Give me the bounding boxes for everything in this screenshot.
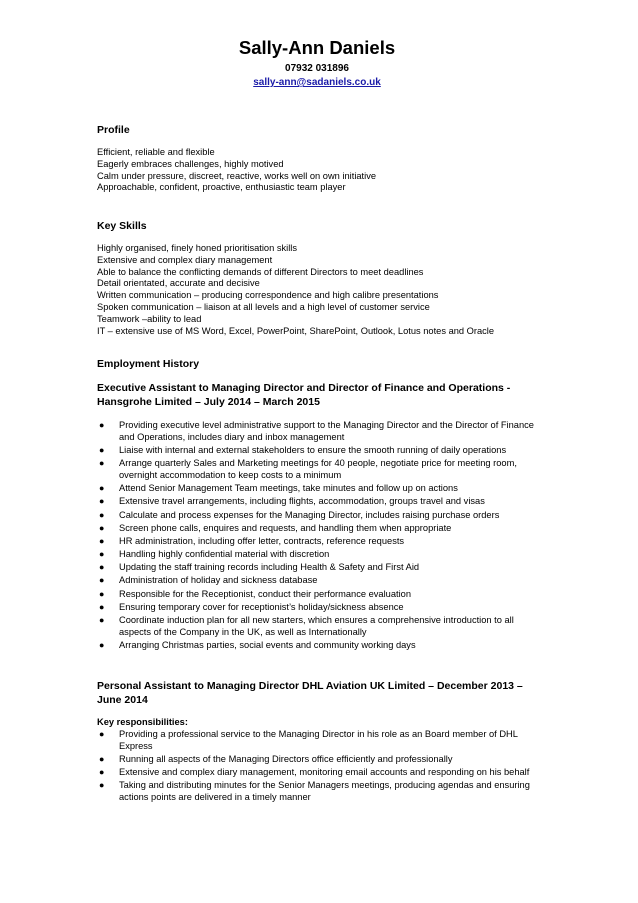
list-item	[97, 510, 543, 522]
bullet-icon: ●	[99, 522, 105, 533]
bullet-icon: ●	[99, 601, 105, 612]
bullet-icon: ●	[99, 535, 105, 546]
bullet-text: Arranging Christmas parties, social events and community working days	[119, 640, 416, 651]
bullet-icon: ●	[99, 767, 105, 778]
bullet-icon: ●	[99, 549, 105, 560]
skill-line: Able to balance the conflicting demands of different Directors to meet deadlines	[97, 266, 424, 277]
list-item	[97, 767, 543, 779]
bullet-text: Liaise with internal and external stakeholders to ensure the smooth running of daily operations	[119, 444, 507, 455]
bullet-icon: ●	[99, 562, 105, 573]
employment-heading: Employment History	[97, 358, 200, 370]
job-title: Personal Assistant to Managing Director DHL Aviation UK Limited – December 2013 – June 2014	[97, 680, 523, 706]
bullet-text: Providing a professional service to the Managing Director in his role as an Board member of DHL Express	[119, 729, 518, 751]
list-item	[97, 445, 543, 457]
bullet-text: Providing executive level administrative support to the Managing Director and the Director of Finance and Operations, includes diary and inbox management	[119, 420, 534, 442]
list-item	[97, 549, 543, 561]
bullet-text: Administration of holiday and sickness database	[119, 575, 318, 586]
profile-line: Eagerly embraces challenges, highly motived	[97, 158, 284, 169]
skill-line: Spoken communication – liaison at all levels and a high level of customer service	[97, 301, 430, 312]
list-item	[97, 483, 543, 495]
bullet-icon: ●	[99, 729, 105, 739]
bullet-text: Taking and distributing minutes for the Senior Managers meetings, producing agendas and ensuring actions points are delivered in a timely manner	[119, 780, 530, 803]
job-bullet-list	[97, 729, 543, 805]
skills-heading: Key Skills	[97, 220, 147, 232]
profile-list	[97, 147, 376, 194]
job-bullet-list	[97, 420, 543, 653]
bullet-text: Attend Senior Management Team meetings, take minutes and follow up on actions	[119, 483, 458, 494]
bullet-text: Updating the staff training records including Health & Safety and First Aid	[119, 562, 420, 573]
list-item	[97, 562, 543, 574]
list-item	[97, 780, 543, 804]
list-item	[97, 615, 543, 639]
bullet-text: Extensive and complex diary management, monitoring email accounts and responding on his behalf	[119, 767, 530, 778]
skill-line: Detail orientated, accurate and decisive	[97, 278, 260, 289]
bullet-icon: ●	[99, 780, 105, 791]
list-item	[97, 458, 543, 482]
bullet-text: Arrange quarterly Sales and Marketing meetings for 40 people, negotiate price for meeting room, overnight accommodation to keep costs to a minimum	[119, 458, 517, 480]
email-link[interactable]: sally-ann@sadaniels.co.uk	[253, 77, 381, 88]
bullet-icon: ●	[99, 483, 105, 494]
candidate-name: Sally-Ann Daniels	[238, 37, 396, 58]
list-item	[97, 575, 543, 587]
skill-line: Teamwork –ability to lead	[97, 313, 202, 324]
list-item	[97, 589, 543, 601]
list-item	[97, 754, 543, 766]
bullet-icon: ●	[99, 640, 105, 651]
bullet-icon: ●	[99, 753, 105, 764]
skill-line: IT – extensive use of MS Word, Excel, PowerPoint, SharePoint, Outlook, Lotus notes and Oracle	[97, 325, 495, 336]
bullet-text: Coordinate induction plan for all new starters, which ensures a comprehensive introduction to all aspects of the Company in the UK, as well as Internationally	[119, 615, 514, 637]
list-item	[97, 729, 543, 753]
profile-line: Approachable, confident, proactive, enthusiastic team player	[97, 182, 346, 193]
key-responsibilities-label: Key responsibilities:	[97, 717, 188, 727]
bullet-text: Handling highly confidential material with discretion	[119, 549, 330, 560]
list-item	[97, 523, 543, 535]
bullet-icon: ●	[99, 615, 105, 626]
bullet-text: Running all aspects of the Managing Directors office efficiently and professionally	[119, 753, 453, 764]
bullet-icon: ●	[99, 420, 105, 430]
bullet-icon: ●	[99, 588, 105, 599]
list-item	[97, 496, 543, 508]
job-title: Executive Assistant to Managing Director and Director of Finance and Operations - Hansgrohe Limited – July 2014 – March 2015	[97, 382, 511, 408]
bullet-text: Screen phone calls, enquires and requests, and handling them when appropriate	[119, 522, 452, 533]
list-item	[97, 640, 543, 652]
bullet-icon: ●	[99, 458, 105, 469]
bullet-text: Extensive travel arrangements, including flights, accommodation, groups travel and visas	[119, 496, 485, 507]
bullet-icon: ●	[99, 444, 105, 455]
list-item	[97, 536, 543, 548]
bullet-icon: ●	[99, 496, 105, 507]
list-item	[97, 602, 543, 614]
bullet-icon: ●	[99, 575, 105, 586]
skills-list	[97, 243, 494, 337]
profile-line: Calm under pressure, discreet, reactive, works well on own initiative	[97, 170, 377, 181]
bullet-text: HR administration, including offer letter, contracts, reference requests	[119, 535, 405, 546]
profile-heading: Profile	[97, 124, 130, 136]
skill-line: Highly organised, finely honed prioritisation skills	[97, 243, 297, 253]
bullet-text: Responsible for the Receptionist, conduct their performance evaluation	[119, 588, 411, 599]
phone-number: 07932 031896	[285, 63, 349, 74]
bullet-icon: ●	[99, 509, 105, 520]
skill-line: Extensive and complex diary management	[97, 254, 273, 265]
list-item	[97, 420, 543, 444]
bullet-text: Ensuring temporary cover for receptionist’s holiday/sickness absence	[119, 601, 404, 612]
skill-line: Written communication – producing correspondence and high calibre presentations	[97, 290, 439, 301]
bullet-text: Calculate and process expenses for the Managing Director, includes raising purchase orders	[119, 509, 500, 520]
profile-line: Efficient, reliable and flexible	[97, 147, 215, 157]
